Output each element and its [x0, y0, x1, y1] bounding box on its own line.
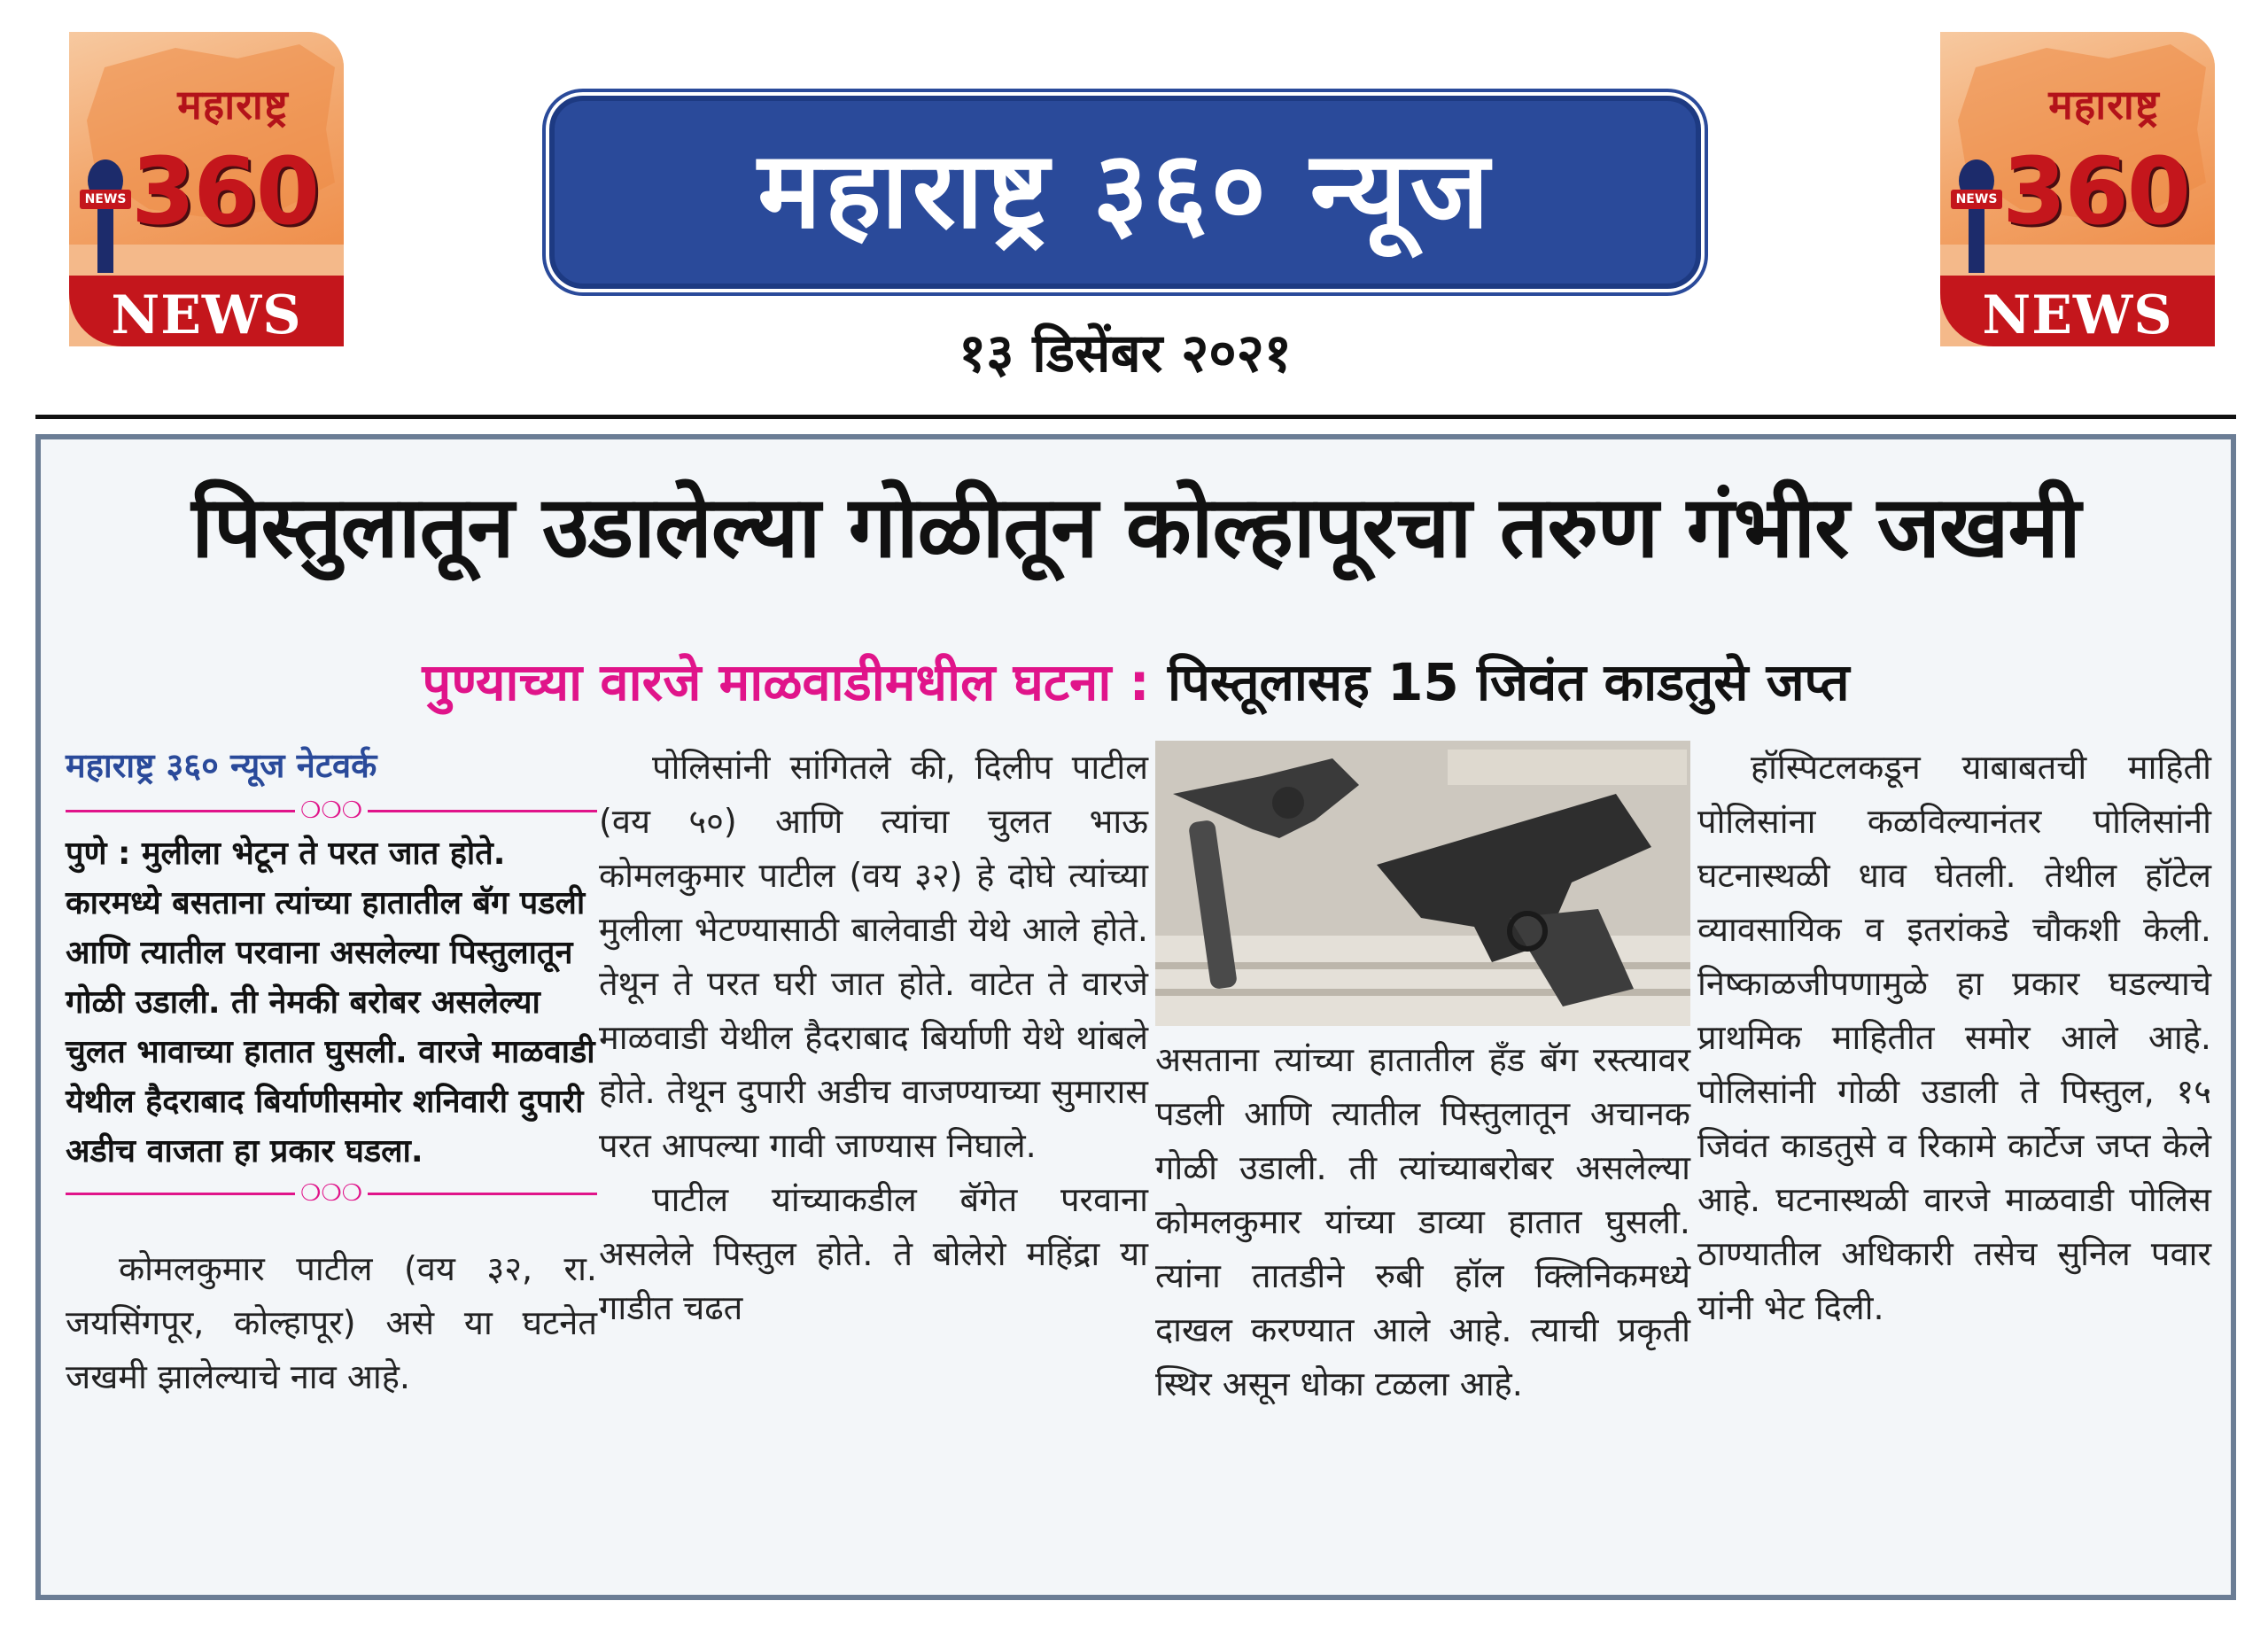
masthead — [549, 96, 1701, 289]
ornament-divider: ❍❍❍ — [66, 1180, 597, 1207]
article-headline: पिस्तुलातून उडालेल्या गोळीतून कोल्हापूरचा तरुण गंभीर जखमी — [191, 478, 2080, 577]
body-paragraph: असताना त्यांच्या हातातील हँड बॅग रस्त्यावर पडली आणि त्यातील पिस्तुलातून अचानक गोळी उडाली. ती त्यांच्याबरोबर असलेल्या कोमलकुमार यांच्या डाव्या हातात घुसली. त्यांना तातडीने रुबी हॉल क्लिनिकमध्ये दाखल करण्यात आले आहे. त्याची प्रकृती स्थिर असून धोका टळला आहे. — [1155, 1040, 1690, 1403]
logo-mic-badge: NEWS — [80, 190, 131, 209]
column-2 — [599, 741, 1148, 1335]
logo-band — [1940, 276, 2215, 346]
article-subhead — [41, 645, 2231, 715]
subhead-location: पुण्याच्या वारजे माळवाडीमधील घटना : — [422, 652, 1150, 712]
byline: महाराष्ट्र ३६० न्यूज नेटवर्क — [66, 746, 377, 785]
subhead-detail: पिस्तूलासह 15 जिवंत काडतुसे जप्त — [1167, 652, 1850, 712]
body-paragraph: पाटील यांच्याकडील बॅगेत परवाना असलेले पिस्तुल होते. ते बोलेरो महिंद्रा या गाडीत चढत — [599, 1180, 1148, 1327]
masthead-title: महाराष्ट्र ३६० न्यूज — [757, 129, 1493, 253]
microphone-icon — [1956, 158, 1997, 273]
body-paragraph: पोलिसांनी सांगितले की, दिलीप पाटील (वय ५०) आणि त्यांचा चुलत भाऊ कोमलकुमार पाटील (वय ३२) हे दोघे त्यांच्या मुलीला भेटण्यासाठी बालेवाडी येथे आले होते. तेथून ते परत घरी जात होते. वाटेत ते वारजे माळवाडी येथील हैदराबाद बिर्याणी येथे थांबले होते. तेथून दुपारी अडीच वाजण्याच्या सुमारास परत आपल्या गावी जाण्यास निघाले. — [599, 748, 1148, 1165]
right-logo — [1940, 32, 2215, 346]
logo-mic-badge: NEWS — [1951, 190, 2002, 209]
logo-number: 360 — [131, 137, 319, 245]
left-logo — [69, 32, 344, 346]
column-3 — [1155, 741, 1690, 1411]
column-4 — [1697, 741, 2211, 1335]
lead-paragraph: पुणे : मुलीला भेटून ते परत जात होते. कारमध्ये बसताना त्यांच्या हातातील बॅग पडली आणि त्यातील परवाना असलेल्या पिस्तुलातून गोळी उडाली. ती नेमकी बरोबर असलेल्या चुलत भावाच्या हातात घुसली. वारजे माळवाडी येथील हैदराबाद बिर्याणीसमोर शनिवारी दुपारी अडीच वाजता हा प्रकार घडला. — [66, 835, 595, 1170]
article-frame — [35, 434, 2236, 1600]
logo-band-text: NEWS — [1982, 284, 2173, 346]
publication-date: १३ डिसेंबर २०२१ — [959, 323, 1292, 385]
logo-brand-text: महाराष्ट्र — [177, 81, 289, 128]
header-divider — [35, 415, 2236, 419]
pistol-photo — [1155, 741, 1690, 1026]
logo-brand-text: महाराष्ट्र — [2048, 81, 2160, 128]
body-paragraph: कोमलकुमार पाटील (वय ३२, रा. जयसिंगपूर, कोल्हापूर) असे या घटनेत जखमी झालेल्याचे नाव आहे. — [66, 1249, 597, 1396]
logo-band — [69, 276, 344, 346]
column-1 — [66, 741, 597, 1404]
body-paragraph: हॉस्पिटलकडून याबाबतची माहिती पोलिसांना कळविल्यानंतर पोलिसांनी घटनास्थळी धाव घेतली. तेथील हॉटेल व्यावसायिक व इतरांकडे चौकशी केली. निष्काळजीपणामुळे हा प्रकार घडल्याचे प्राथमिक माहितीत समोर आले आहे. पोलिसांनी गोळी उडाली ते पिस्तुल, १५ जिवंत काडतुसे व रिकामे कार्टेज जप्त केले आहे. घटनास्थळी वारजे माळवाडी पोलिस ठाण्यातील अधिकारी तसेच सुनिल पवार यांनी भेट दिली. — [1697, 748, 2211, 1327]
microphone-icon — [85, 158, 126, 273]
logo-number: 360 — [2002, 137, 2190, 245]
logo-band-text: NEWS — [111, 284, 302, 346]
ornament-divider: ❍❍❍ — [66, 797, 597, 824]
